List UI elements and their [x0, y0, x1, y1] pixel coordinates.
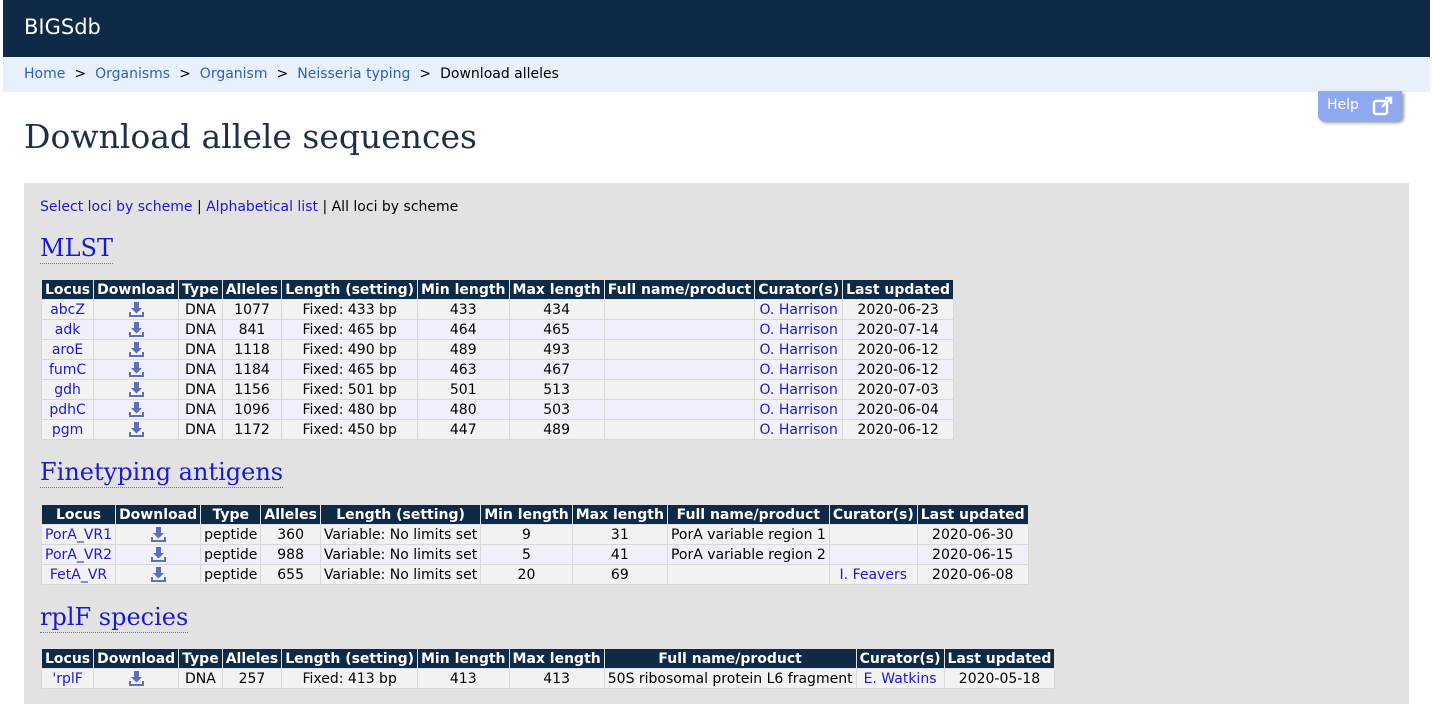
length-setting-cell: Fixed: 465 bp [282, 320, 418, 340]
table-row [42, 565, 1029, 585]
type-cell: DNA [179, 360, 223, 380]
curator-cell [829, 525, 917, 545]
locus-cell [42, 525, 116, 545]
last-updated-cell: 2020-06-15 [917, 545, 1028, 565]
locus-link[interactable]: FetA_VR [49, 566, 108, 583]
table-row [42, 320, 954, 340]
max-length-cell: 41 [572, 545, 667, 565]
column-header[interactable]: Length (setting) [320, 505, 480, 525]
alleles-cell: 841 [222, 320, 282, 340]
locus-link[interactable]: aroE [51, 341, 84, 358]
last-updated-cell: 2020-06-12 [843, 360, 954, 380]
table-row [42, 340, 954, 360]
external-link-icon [1372, 96, 1394, 116]
max-length-cell: 489 [509, 420, 604, 440]
curator-cell [755, 300, 843, 320]
alleles-cell: 1077 [222, 300, 282, 320]
locus-cell [42, 300, 94, 320]
download-icon[interactable] [128, 401, 145, 418]
type-cell: DNA [179, 400, 223, 420]
product-cell [604, 320, 754, 340]
last-updated-cell: 2020-06-04 [843, 400, 954, 420]
length-setting-cell: Fixed: 490 bp [282, 340, 418, 360]
product-cell [604, 380, 754, 400]
curator-cell [755, 420, 843, 440]
view-links [40, 199, 458, 215]
min-length-cell: 480 [418, 400, 510, 420]
table-row [42, 669, 1055, 689]
column-header[interactable]: Max length [572, 505, 667, 525]
download-cell[interactable] [94, 400, 179, 420]
length-setting-cell: Variable: No limits set [320, 565, 480, 585]
column-header[interactable]: Max length [509, 280, 604, 300]
breadcrumb-organism[interactable]: Organism [199, 66, 268, 82]
curator-cell [755, 380, 843, 400]
curator-cell [755, 340, 843, 360]
brand-title[interactable]: BIGSdb [24, 15, 101, 39]
download-icon[interactable] [128, 421, 145, 438]
download-icon[interactable] [128, 341, 145, 358]
length-setting-cell: Fixed: 465 bp [282, 360, 418, 380]
breadcrumb-separator: > [74, 66, 87, 82]
max-length-cell: 31 [572, 525, 667, 545]
locus-cell [42, 420, 94, 440]
column-header[interactable]: Download [94, 280, 179, 300]
column-header[interactable]: Last updated [843, 280, 954, 300]
column-header[interactable]: Max length [509, 649, 604, 669]
locus-link[interactable]: pdhC [49, 401, 86, 418]
max-length-cell: 493 [509, 340, 604, 360]
locus-link[interactable]: PorA_VR1 [45, 526, 113, 543]
type-cell: DNA [179, 669, 223, 689]
breadcrumb-separator: > [179, 66, 191, 82]
column-header[interactable]: Alleles [222, 280, 282, 300]
curator-cell [829, 545, 917, 565]
column-header[interactable]: Curator(s) [829, 505, 917, 525]
help-label: Help [1327, 97, 1359, 113]
last-updated-cell: 2020-06-08 [917, 565, 1028, 585]
column-header[interactable]: Min length [418, 649, 510, 669]
alleles-cell: 655 [261, 565, 321, 585]
curator-link[interactable]: O. Harrison [759, 301, 838, 318]
length-setting-cell: Fixed: 450 bp [282, 420, 418, 440]
download-cell[interactable] [116, 545, 201, 565]
column-header[interactable]: Full name/product [667, 505, 829, 525]
scheme-table [41, 279, 954, 440]
max-length-cell: 69 [572, 565, 667, 585]
download-icon[interactable] [150, 546, 167, 563]
locus-link[interactable]: 'rplF [52, 670, 83, 687]
scheme-heading[interactable]: rplF species [40, 603, 189, 631]
alleles-cell: 1096 [222, 400, 282, 420]
type-cell: DNA [179, 320, 223, 340]
scheme-heading[interactable]: MLST [40, 234, 113, 262]
breadcrumb-separator: > [419, 66, 432, 82]
locus-link[interactable]: PorA_VR2 [45, 546, 113, 563]
table-header-row [42, 505, 1029, 525]
min-length-cell: 5 [481, 545, 573, 565]
table-row [42, 300, 954, 320]
last-updated-cell: 2020-05-18 [944, 669, 1055, 689]
table-row [42, 400, 954, 420]
scheme-heading[interactable]: Finetyping antigens [40, 458, 284, 486]
last-updated-cell: 2020-06-12 [843, 340, 954, 360]
download-cell[interactable] [94, 340, 179, 360]
type-cell: peptide [201, 545, 261, 565]
table-header-row [42, 649, 1055, 669]
download-cell[interactable] [116, 525, 201, 545]
curator-link[interactable]: O. Harrison [759, 381, 838, 398]
column-header[interactable]: Min length [418, 280, 510, 300]
locus-link[interactable]: gdh [54, 381, 81, 398]
curator-link[interactable]: O. Harrison [759, 341, 838, 358]
alleles-cell: 1156 [222, 380, 282, 400]
product-cell [604, 360, 754, 380]
column-header[interactable]: Type [179, 280, 223, 300]
product-cell [604, 400, 754, 420]
last-updated-cell: 2020-06-12 [843, 420, 954, 440]
content-panel [24, 183, 1409, 704]
locus-cell [42, 400, 94, 420]
breadcrumb [3, 57, 1430, 92]
max-length-cell: 434 [509, 300, 604, 320]
column-header[interactable]: Length (setting) [282, 280, 418, 300]
alleles-cell: 257 [222, 669, 282, 689]
curator-link[interactable]: O. Harrison [759, 401, 838, 418]
column-header[interactable]: Full name/product [604, 649, 856, 669]
product-cell: PorA variable region 1 [667, 525, 829, 545]
type-cell: DNA [179, 300, 223, 320]
locus-cell [42, 669, 94, 689]
column-header[interactable]: Type [201, 505, 261, 525]
alleles-cell: 360 [261, 525, 321, 545]
last-updated-cell: 2020-06-30 [917, 525, 1028, 545]
scheme-table [41, 648, 1055, 689]
min-length-cell: 489 [418, 340, 510, 360]
locus-cell [42, 340, 94, 360]
table-row [42, 525, 1029, 545]
table-row [42, 545, 1029, 565]
type-cell: DNA [179, 380, 223, 400]
product-cell [604, 300, 754, 320]
min-length-cell: 20 [481, 565, 573, 585]
download-cell[interactable] [94, 360, 179, 380]
breadcrumb-neisseria-typing[interactable]: Neisseria typing [297, 66, 411, 82]
min-length-cell: 464 [418, 320, 510, 340]
locus-link[interactable]: fumC [48, 361, 87, 378]
table-row [42, 360, 954, 380]
max-length-cell: 465 [509, 320, 604, 340]
download-icon[interactable] [150, 566, 167, 583]
curator-link[interactable]: O. Harrison [759, 421, 838, 438]
download-icon[interactable] [128, 361, 145, 378]
column-header[interactable]: Curator(s) [755, 280, 843, 300]
breadcrumb-separator: > [276, 66, 289, 82]
column-header[interactable]: Download [94, 649, 179, 669]
column-header[interactable]: Length (setting) [282, 649, 418, 669]
download-cell[interactable] [94, 300, 179, 320]
max-length-cell: 413 [509, 669, 604, 689]
type-cell: peptide [201, 525, 261, 545]
min-length-cell: 501 [418, 380, 510, 400]
curator-cell [856, 669, 944, 689]
product-cell [604, 420, 754, 440]
page-title: Download allele sequences [24, 117, 477, 156]
product-cell [604, 340, 754, 360]
download-icon[interactable] [128, 301, 145, 318]
column-header[interactable]: Full name/product [604, 280, 754, 300]
min-length-cell: 433 [418, 300, 510, 320]
download-cell[interactable] [94, 320, 179, 340]
download-icon[interactable] [150, 526, 167, 543]
table-row [42, 420, 954, 440]
last-updated-cell: 2020-07-14 [843, 320, 954, 340]
column-header[interactable]: Last updated [944, 649, 1055, 669]
product-cell: 50S ribosomal protein L6 fragment [604, 669, 856, 689]
alleles-cell: 1184 [222, 360, 282, 380]
locus-link[interactable]: adk [54, 321, 81, 338]
alphabetical-list-link[interactable]: Alphabetical list [206, 199, 318, 215]
curator-cell [755, 400, 843, 420]
top-banner [3, 0, 1430, 57]
download-cell[interactable] [94, 380, 179, 400]
min-length-cell: 447 [418, 420, 510, 440]
all-loci-by-scheme-current: All loci by scheme [331, 199, 459, 215]
scheme-table [41, 504, 1029, 585]
length-setting-cell: Fixed: 501 bp [282, 380, 418, 400]
table-header-row [42, 280, 954, 300]
curator-link[interactable]: O. Harrison [759, 321, 838, 338]
breadcrumb-home[interactable]: Home [24, 66, 66, 82]
type-cell: DNA [179, 420, 223, 440]
select-loci-by-scheme-link[interactable]: Select loci by scheme [40, 199, 193, 215]
curator-link[interactable]: E. Watkins [863, 670, 937, 687]
alleles-cell: 1118 [222, 340, 282, 360]
locus-cell [42, 565, 116, 585]
help-button[interactable] [1318, 91, 1402, 121]
type-cell: peptide [201, 565, 261, 585]
column-header[interactable]: Type [179, 649, 223, 669]
min-length-cell: 413 [418, 669, 510, 689]
max-length-cell: 503 [509, 400, 604, 420]
column-header[interactable]: Download [116, 505, 201, 525]
max-length-cell: 467 [509, 360, 604, 380]
locus-cell [42, 545, 116, 565]
column-header[interactable]: Alleles [261, 505, 321, 525]
column-header[interactable]: Alleles [222, 649, 282, 669]
curator-link[interactable]: I. Feavers [839, 566, 908, 583]
download-icon[interactable] [128, 670, 145, 687]
curator-cell [755, 320, 843, 340]
curator-cell [755, 360, 843, 380]
table-row [42, 380, 954, 400]
column-header[interactable]: Locus [42, 649, 94, 669]
locus-cell [42, 320, 94, 340]
min-length-cell: 463 [418, 360, 510, 380]
breadcrumb-current: Download alleles [440, 66, 559, 82]
column-header[interactable]: Last updated [917, 505, 1028, 525]
column-header[interactable]: Curator(s) [856, 649, 944, 669]
max-length-cell: 513 [509, 380, 604, 400]
length-setting-cell: Variable: No limits set [320, 545, 480, 565]
curator-link[interactable]: O. Harrison [759, 361, 838, 378]
download-cell[interactable] [94, 669, 179, 689]
download-icon[interactable] [128, 381, 145, 398]
link-separator: | [322, 199, 328, 215]
locus-cell [42, 380, 94, 400]
length-setting-cell: Fixed: 480 bp [282, 400, 418, 420]
product-cell [667, 565, 829, 585]
download-cell[interactable] [94, 420, 179, 440]
product-cell: PorA variable region 2 [667, 545, 829, 565]
last-updated-cell: 2020-06-23 [843, 300, 954, 320]
locus-link[interactable]: pgm [51, 421, 84, 438]
length-setting-cell: Fixed: 433 bp [282, 300, 418, 320]
alleles-cell: 1172 [222, 420, 282, 440]
curator-cell [829, 565, 917, 585]
length-setting-cell: Variable: No limits set [320, 525, 480, 545]
link-separator: | [196, 199, 202, 215]
locus-link[interactable]: abcZ [50, 301, 85, 318]
alleles-cell: 988 [261, 545, 321, 565]
length-setting-cell: Fixed: 413 bp [282, 669, 418, 689]
download-icon[interactable] [128, 321, 145, 338]
download-cell[interactable] [116, 565, 201, 585]
column-header[interactable]: Locus [42, 505, 116, 525]
column-header[interactable]: Locus [42, 280, 94, 300]
locus-cell [42, 360, 94, 380]
breadcrumb-organisms[interactable]: Organisms [95, 66, 171, 82]
last-updated-cell: 2020-07-03 [843, 380, 954, 400]
type-cell: DNA [179, 340, 223, 360]
min-length-cell: 9 [481, 525, 573, 545]
column-header[interactable]: Min length [481, 505, 573, 525]
